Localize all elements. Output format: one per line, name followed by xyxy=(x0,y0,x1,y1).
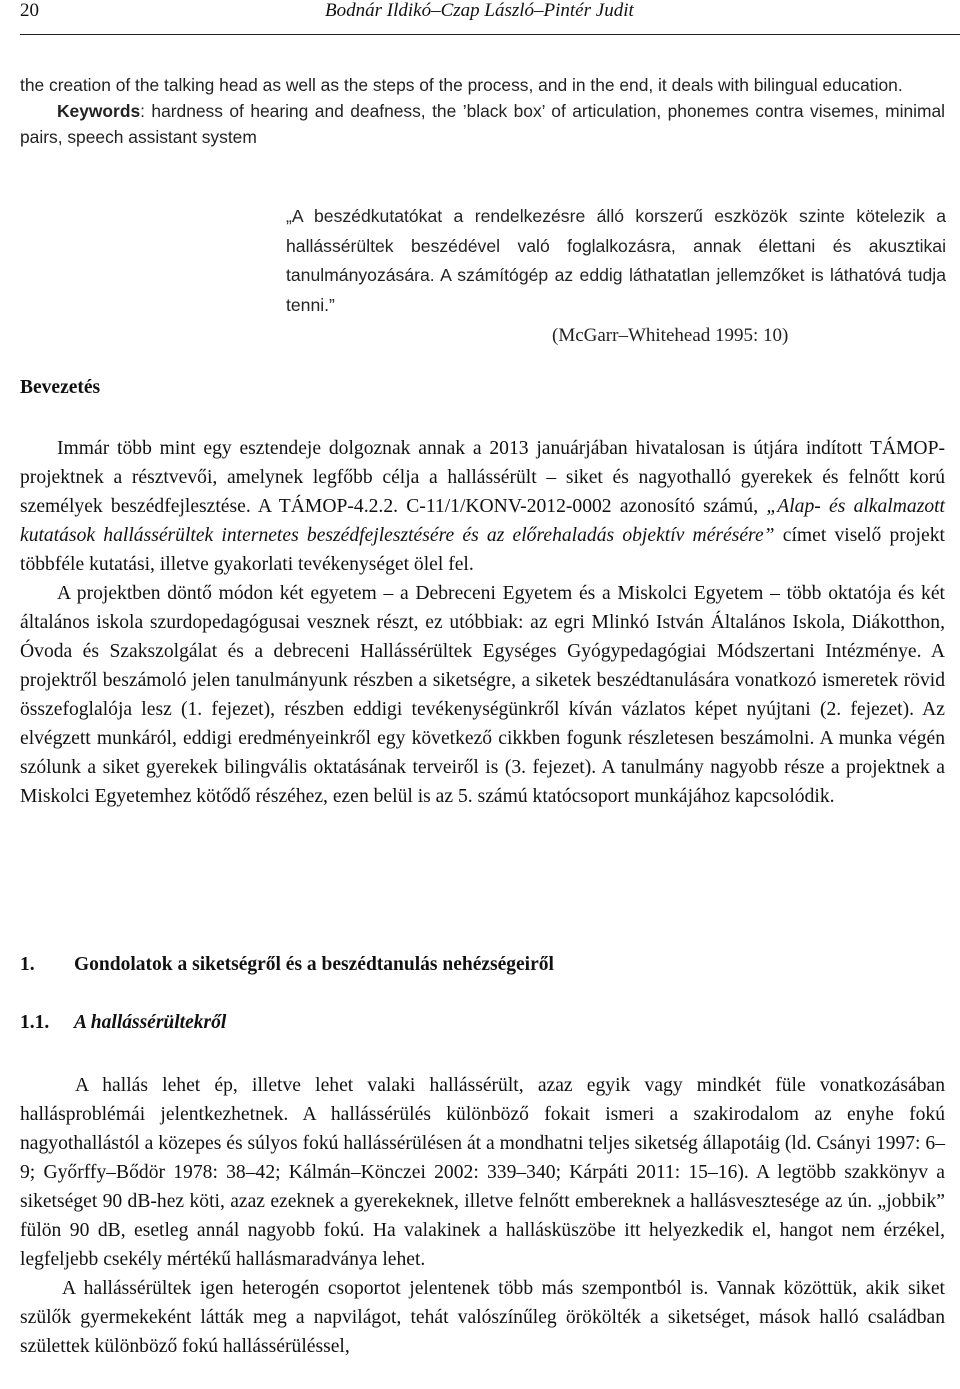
running-header xyxy=(20,0,960,35)
page-number: 20 xyxy=(20,0,39,21)
abstract-tail: the creation of the talking head as well as the steps of the process, and in the end, it deals with bilingual education. xyxy=(20,75,903,95)
keywords-text: : hardness of hearing and deafness, the ’black box’ of articulation, phonemes contra visemes, minimal pairs, speech assistant system xyxy=(20,101,945,147)
section-1-number: 1. xyxy=(20,954,35,975)
epigraph-quote: „A beszédkutatókat a rendelkezésre álló korszerű eszközök szinte kötelezik a hallássérültek beszédével való foglalkozásra, annak élettani és akusztikai tanulmányozására. A számítógép az eddig láthatatlan jellemzőket is láthatóvá tudja tenni.” xyxy=(286,206,946,315)
section-1-1-body xyxy=(20,1071,945,1361)
epigraph-citation: (McGarr–Whitehead 1995: 10) xyxy=(552,325,789,346)
section-1-title: Gondolatok a siketségről és a beszédtanulás nehézségeiről xyxy=(74,954,554,975)
section-1-1-number: 1.1. xyxy=(20,1012,50,1033)
section-1-1-paragraph-1: A hallás lehet ép, illetve lehet valaki hallássérült, azaz egyik vagy mindkét füle vonatkozásában hallásproblémái jelentkezhetnek. A hallássérülés különböző fokait ismeri a szakirodalom az enyhe fokú nagyothallástól a közepes és súlyos fokú hallássérülésen át a mondhatni teljes siketség állapotáig (ld. Csányi 1997: 6–9; Győrffy–Bődör 1978: 38–42; Kálmán–Könczei 2002: 339–340; Kárpáti 2011: 15–16). A legtöbb szakkönyv a siketséget 90 dB-hez köti, azaz ezeknek a gyerekeknek, illetve felnőtt embereknek a hallásvesztesége az ún. „jobbik” fülön 90 dB, esetleg annál nagyobb fokú. Ha valakinek a hallásküszöbe itt helyezkedik el, hangot nem érzékel, legfeljebb csekély mértékű hallásmaradványa lehet. xyxy=(20,1075,945,1270)
keywords-label: Keywords xyxy=(57,101,141,121)
running-header-authors: Bodnár Ildikó–Czap László–Pintér Judit xyxy=(325,0,634,21)
intro-p1-end: címet viselő projekt többféle kutatási, illetve gyakorlati tevékenységet ölel fel. xyxy=(20,525,945,575)
section-1-1-heading xyxy=(20,1012,226,1034)
intro-heading: Bevezetés xyxy=(20,377,101,398)
project-title-italic: „Alap- és alkalmazott kutatások hallássérültek internetes beszédfejlesztésére és az előrehaladás objektív mérésére” xyxy=(20,496,946,546)
intro-paragraph-2: A projektben döntő módon két egyetem – a Debreceni Egyetem és a Miskolci Egyetem – több oktatója és két általános iskola szurdopedagógusai vesznek részt, ez utóbbiak: az egri Mlinkó István Általános Iskola, Diákotthon, Óvoda és Szakszolgálat és a debreceni Hallássérültek Egységes Gyógypedagógiai Módszertani Intézménye. A projektről beszámoló jelen tanulmányunk részben a siketségre, a siketek beszédtanulására vonatkozó ismeretek rövid összefoglalója lesz (1. fejezet), részben eddigi tevékenységünkről kíván vázlatos képet nyújtani (2. fejezet). Az elvégzett munkáról, eddigi eredményeinkről egy következő cikkben fogunk részletesen beszámolni. A munka végén szólunk a siket gyerekek bilingvális oktatásának terveiről is (3. fejezet). A tanulmány nagyobb része a projektnek a Miskolci Egyetemhez kötődő részéhez, ezen belül is az 5. számú ktatócsoport munkájához kapcsolódik. xyxy=(20,583,945,807)
section-1-heading xyxy=(20,954,554,976)
intro-paragraph-1 xyxy=(20,434,945,579)
intro-p1-start: Immár több mint egy esztendeje dolgoznak annak a 2013 januárjában hivatalosan is útjára indított TÁMOP-projektnek a résztvevői, amelynek legfőbb célja a hallássérült – siket és nagyothalló gyerekek és felnőtt korú személyek beszédfejlesztése. A TÁMOP-4.2.2. C-11/1/KONV-2012-0002 azonosító számú, xyxy=(20,438,945,517)
intro-body xyxy=(20,434,945,811)
abstract xyxy=(20,72,945,150)
keywords-line xyxy=(20,98,945,150)
section-1-1-paragraph-2: A hallássérültek igen heterogén csoportot jelentenek több más szempontból is. Vannak közöttük, akik siket szülők gyermekeként látták meg a napvilágot, tehát valószínűleg örökölték a siketséget, mások halló családban születtek különböző fokú hallássérüléssel, xyxy=(20,1278,945,1357)
epigraph xyxy=(286,202,946,351)
section-1-1-title: A hallássérültekről xyxy=(74,1012,227,1033)
